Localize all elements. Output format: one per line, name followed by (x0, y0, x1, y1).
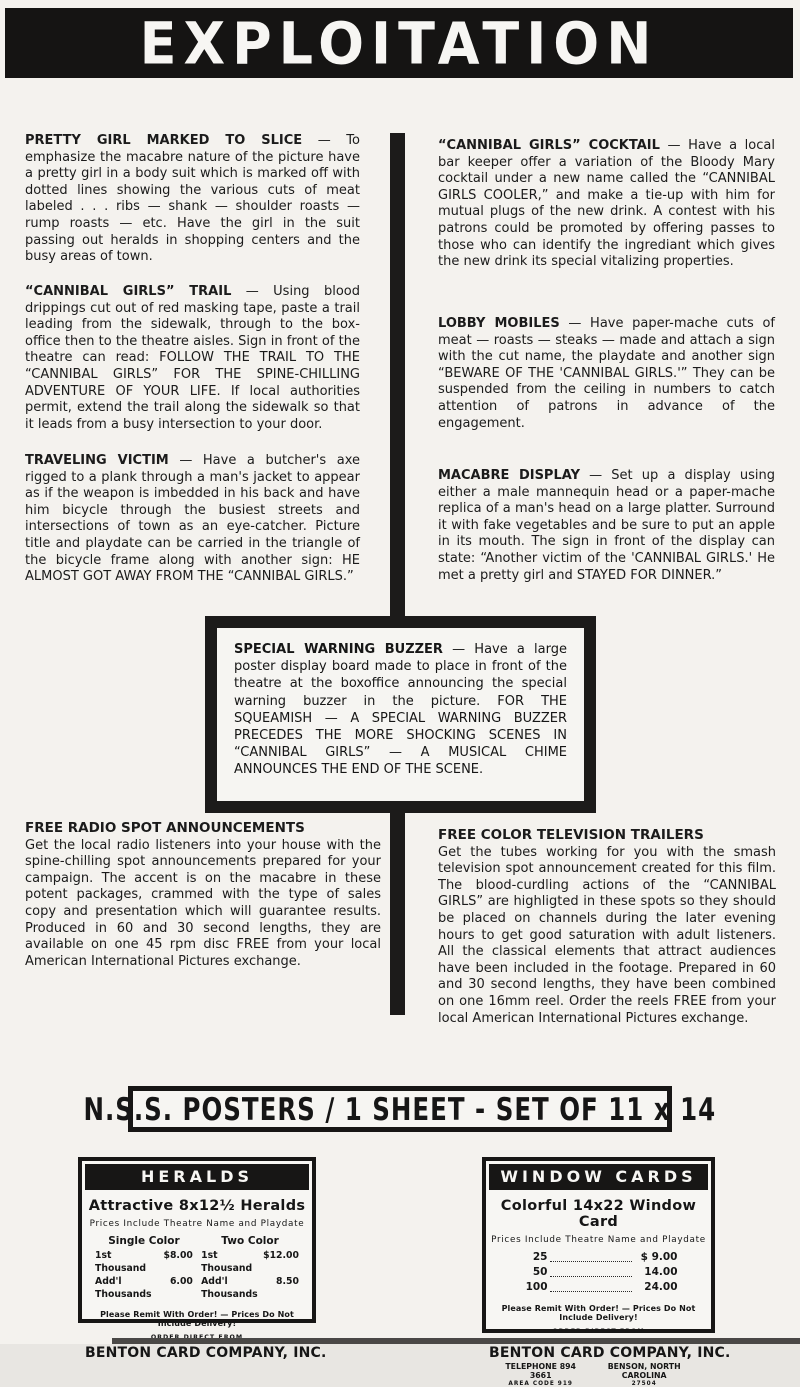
section-heading: LOBBY MOBILES (438, 316, 560, 331)
price-value: $8.00 (163, 1250, 193, 1261)
two-color-column (201, 1235, 299, 1301)
zip-code: 27504 (631, 1381, 657, 1387)
company-name: BENTON CARD COMPANY, INC. (489, 1345, 731, 1361)
section-body: — Using blood drippings cut out of red masking tape, paste a trail leading from the sidewalk, through to the box-office then to the theatre aisles. Sign in front of the theatre can read: FOLLOW THE TRAIL TO THE “CANNIBAL GIRLS” FOR THE SPINE-CHILLING ADVENTURE OF YOUR LIFE. If local authorities permit, extend the trail along the sidewalk so that it leads from a busy intersection to your door. (25, 284, 360, 432)
price-value: 8.50 (276, 1276, 299, 1287)
company-name: BENTON CARD COMPANY, INC. (85, 1345, 327, 1361)
section-body: Get the tubes working for you with the smash television spot announcement created for this film. The blood-curdling actions of the “CANNIBAL GIRLS” are highligted in these spots so they should be placed on channels during the later evening hours to get good saturation with adult listeners. All the classical elements that attract audiences have been included in the footage. Prepared in 60 and 30 second lengths, they have been combined on one 16mm reel. Order the reels FREE from your local American International Pictures exchange. (438, 844, 776, 1026)
heralds-title: Attractive 8x12½ Heralds (88, 1198, 306, 1214)
section-lobby-mobiles (438, 316, 775, 432)
dotted-leader (550, 1276, 632, 1277)
column-header: Single Color (108, 1235, 180, 1247)
price-value: 6.00 (169, 1276, 193, 1287)
telephone: TELEPHONE 894 3661 (505, 1362, 576, 1380)
price-value: 14.00 (644, 1266, 678, 1278)
order-direct-note: ORDER DIRECT FROM (552, 1328, 645, 1335)
price-value: $ 9.00 (640, 1251, 678, 1263)
city-state: BENSON, NORTH CAROLINA (607, 1362, 681, 1380)
section-traveling-victim (25, 453, 360, 586)
heralds-subtitle: Prices Include Theatre Name and Playdate (89, 1219, 305, 1229)
price-quantity: 50 (532, 1266, 548, 1278)
column-divider-top (390, 133, 405, 618)
section-body: — Have a large poster display board made to place in front of the theatre at the boxoffice announcing the special warning buzzer in the picture. FOR THE SQUEAMISH — A SPECIAL WARNING BUZZER PRECEDES THE MORE SHOCKING SCENES IN “CANNIBAL GIRLS” — A MUSICAL CHIME ANNOUNCES THE END OF THE SCENE. (234, 642, 567, 778)
price-label: 1st Thousand (201, 1250, 253, 1274)
page-title: EXPLOITATION (139, 8, 659, 78)
section-heading: PRETTY GIRL MARKED TO SLICE (25, 133, 303, 148)
price-label: 1st Thousand (95, 1250, 147, 1274)
section-body: — Have paper-mache cuts of meat — roasts — steaks — made and attach a sign with the cut name, the playdate and another sign “BEWARE OF THE 'CANNIBAL GIRLS.'” They can be suspended from the ceiling in numbers to catch attention of patrons in advance of the engagement. (438, 316, 775, 431)
heralds-price-table (85, 1235, 309, 1301)
section-cannibal-girls-cocktail (438, 138, 775, 271)
price-value: $12.00 (263, 1250, 299, 1261)
area-code: AREA CODE 919 (508, 1381, 573, 1387)
section-free-tv-trailers (438, 827, 776, 1027)
window-cards-header: WINDOW CARDS (489, 1164, 708, 1190)
single-color-column (95, 1235, 193, 1301)
section-body: — Have a local bar keeper offer a variation of the Bloody Mary cocktail under a new name called the “CANNIBAL GIRLS COOLER,” and make a tie-up with him for mutual plugs of the new drink. A contest with his patrons could be promoted by offering passes to those who can identify the ingrediant which gives the new drink its special vitalizing properties. (438, 138, 775, 270)
heralds-header: HERALDS (85, 1164, 309, 1190)
window-cards-order-box (482, 1157, 731, 1387)
window-cards-subtitle: Prices Include Theatre Name and Playdate (491, 1235, 706, 1245)
price-row (201, 1249, 299, 1275)
price-label: Add'l Thousands (201, 1276, 258, 1300)
section-heading: SPECIAL WARNING BUZZER (234, 642, 443, 657)
dotted-leader (550, 1261, 632, 1262)
section-heading: TRAVELING VICTIM (25, 453, 169, 468)
price-quantity: 100 (525, 1281, 548, 1293)
price-quantity: 25 (532, 1251, 548, 1263)
price-value: 24.00 (644, 1281, 678, 1293)
window-cards-price-table (520, 1250, 678, 1295)
price-row (520, 1265, 678, 1280)
window-cards-title: Colorful 14x22 Window Card (500, 1198, 697, 1230)
contact-phone-block (495, 1362, 586, 1387)
company-contact (489, 1361, 708, 1387)
price-row (95, 1249, 193, 1275)
price-row (201, 1275, 299, 1301)
nss-posters-banner (83, 1086, 717, 1132)
price-row (520, 1250, 678, 1265)
special-warning-buzzer-box (205, 616, 596, 813)
special-warning-buzzer-text (217, 628, 584, 801)
section-free-radio-spots (25, 820, 381, 970)
nss-posters-text: N.S.S. POSTERS / 1 SHEET - SET OF 11 x 14 (83, 1090, 717, 1128)
section-body: Get the local radio listeners into your house with the spine-chilling spot announcements prepared for your campaign. The accent is on the macabre in these potent packages, crammed with the type of sales copy and presentation which will guarantee results. Produced in 60 and 30 second lengths, they are available on one 45 rpm disc FREE from your local American International Pictures exchange. (25, 837, 381, 969)
contact-address-block (586, 1362, 702, 1387)
remit-note: Please Remit With Order! — Prices Do Not Include Delivery! (501, 1304, 696, 1322)
column-divider-bottom (390, 810, 405, 1015)
price-label: Add'l Thousands (95, 1276, 152, 1300)
section-cannibal-girls-trail (25, 284, 360, 433)
section-heading: MACABRE DISPLAY (438, 468, 580, 483)
price-row (95, 1275, 193, 1301)
section-body: — To emphasize the macabre nature of the picture have a pretty girl in a body suit which is marked off with dotted lines showing the various cuts of meat labeled . . . ribs — shank — shoulder roasts — rump roasts — etc. Have the girl in the suit passing out heralds in shopping centers and the busy areas of town. (25, 133, 360, 265)
price-row (520, 1280, 678, 1295)
remit-note: Please Remit With Order! — Prices Do Not Include Delivery! (100, 1310, 294, 1328)
section-body: — Set up a display using either a male mannequin head or a paper-mache replica of a man's head on a large platter. Surround it with fake vegetables and be sure to put an apple in its mouth. The sign in front of the display can state: “Another victim of the 'CANNIBAL GIRLS.' He met a pretty girl and STAYED FOR DINNER.” (438, 468, 775, 583)
section-macabre-display (438, 468, 775, 584)
section-heading: FREE COLOR TELEVISION TRAILERS (438, 827, 704, 843)
scan-edge-artifact (112, 1338, 800, 1344)
section-heading: “CANNIBAL GIRLS” TRAIL (25, 284, 232, 299)
section-heading: “CANNIBAL GIRLS” COCKTAIL (438, 138, 660, 153)
column-header: Two Color (221, 1235, 279, 1247)
exploitation-banner (5, 8, 793, 78)
dotted-leader (550, 1291, 632, 1292)
section-pretty-girl-marked-to-slice (25, 133, 360, 266)
heralds-order-box (78, 1157, 327, 1361)
section-body: — Have a butcher's axe rigged to a plank through a man's jacket to appear as if the weapon is imbedded in his back and have him bicycle through the busiest streets and intersections of town as an eye-catcher. Picture title and playdate can be carried in the triangle of the bicycle frame along with another sign: HE ALMOST GOT AWAY FROM THE “CANNIBAL GIRLS.” (25, 453, 360, 585)
section-heading: FREE RADIO SPOT ANNOUNCEMENTS (25, 820, 305, 836)
